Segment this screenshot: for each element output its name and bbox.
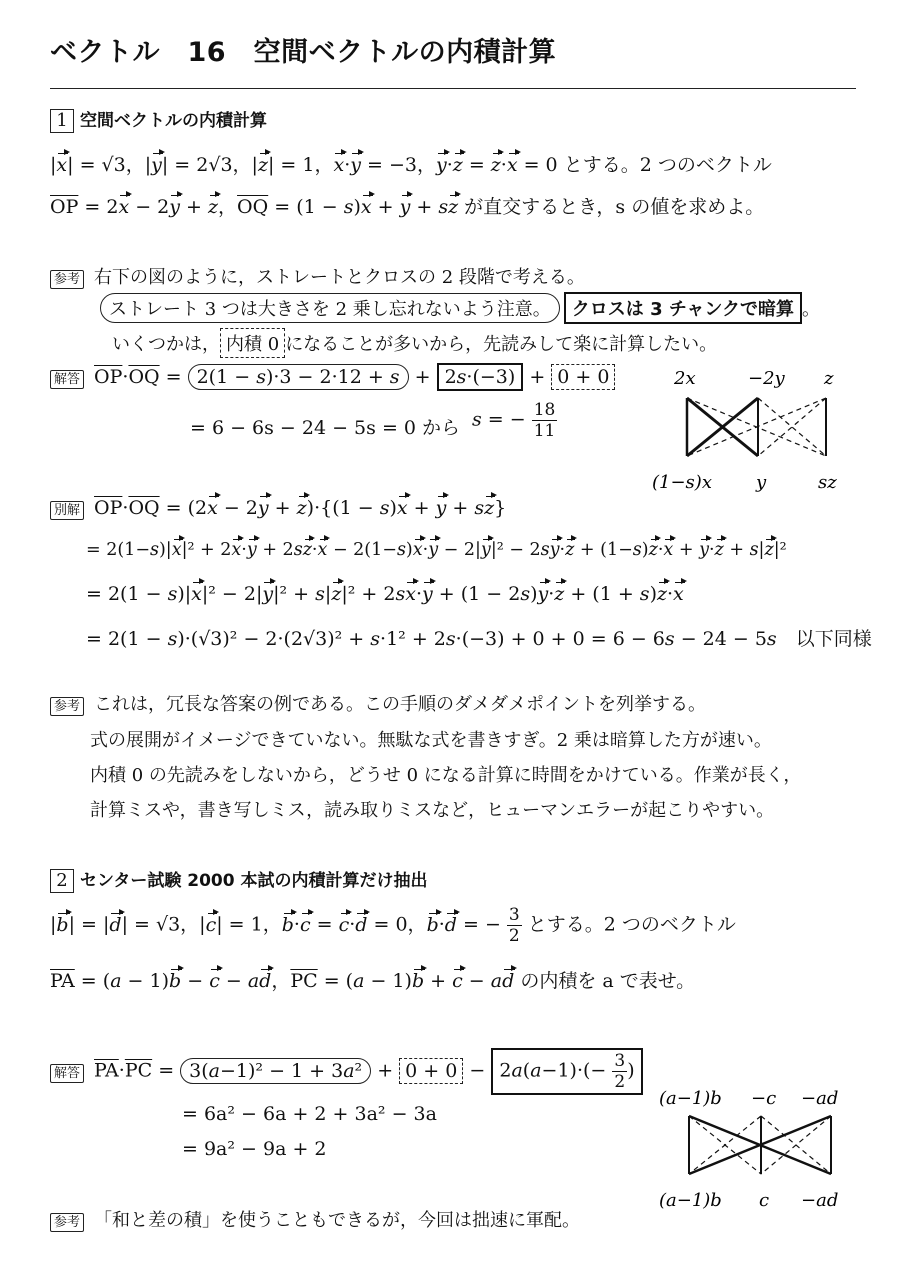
alt-solution-tag: 別解: [50, 501, 84, 520]
svg-text:c: c: [759, 1190, 770, 1211]
problem-1-alt-line3: = 2(1 − s)|x|² − 2|y|² + s|z|² + 2sx·y + (1 − 2s)y·z + (1 + s)z·x: [86, 583, 684, 605]
problem-2-title: センター試験 2000 本試の内積計算だけ抽出: [80, 871, 428, 891]
svg-text:(1−s)x: (1−s)x: [652, 472, 712, 493]
problem-1-ref2-line4: 計算ミスや，書き写しミス，読み取りミスなど，ヒューマンエラーが起こりやすい。: [90, 800, 775, 821]
problem-1-condition-line2: $\overline{OP} = 2x - 2y + z$，$\overline{OQ} = (1 - s)x + y$ + sz が直交するとき，s の値を求めよ。: [50, 196, 765, 218]
note-text: 右下の図のように，ストレートとクロスの 2 段階で考える。: [94, 267, 585, 288]
problem-1-ref2-line3: 内積 0 の先読みをしないから，どうせ 0 になる計算に時間をかけている。作業が長く，: [90, 765, 802, 786]
problem-1-condition-line1: |x| = √3，|y| = 2√3，|z| = 1，x·y = −3，y·z = z·x = 0 とする。2 つのベクトル: [50, 154, 772, 176]
problem-1-alt-line1: 別解 $\overline{OP}\cdot\overline{OQ} = (2x - 2y + z)\cdot\{(1 - s)x + y + sz\}$: [50, 497, 506, 520]
solution-tag: 解答: [50, 370, 84, 389]
problem-2-solution-line3: = 9a² − 9a + 2: [182, 1138, 327, 1160]
svg-text:z: z: [824, 368, 834, 389]
problem-1-ref2-line2: 式の展開がイメージできていない。無駄な式を書きすぎ。2 乗は暗算した方が速い。: [90, 730, 772, 751]
problem-1-cross-diagram: [640, 360, 860, 500]
problem-2-heading: [50, 866, 427, 893]
ref2-tag: 参考: [50, 697, 84, 716]
svg-text:−c: −c: [751, 1088, 777, 1109]
solution2-tag: 解答: [50, 1064, 84, 1083]
svg-text:(a−1)b: (a−1)b: [659, 1190, 722, 1211]
svg-text:2x: 2x: [674, 368, 696, 389]
problem-2-cross-diagram: [655, 1080, 855, 1215]
svg-text:sz: sz: [818, 472, 837, 493]
ref3-tag: 参考: [50, 1213, 84, 1232]
problem-1-solution-line2: = 6 − 6s − 24 − 5s = 0 から: [190, 417, 461, 439]
svg-text:−ad: −ad: [801, 1088, 839, 1109]
problem-1-alt-line2: = 2(1−s)|x|² + 2x·y + 2sz·x − 2(1−s)x·y − 2|y|² − 2sy·z + (1−s)z·x + y·z + s|z|²: [86, 540, 787, 560]
cross-note-box: クロスは 3 チャンクで暗算: [564, 292, 802, 324]
svg-text:y: y: [756, 472, 767, 493]
problem-1-alt-line4: = 2(1 − s)·(√3)² − 2·(2√3)² + s·1² + 2s·(−3) + 0 + 0 = 6 − 6s − 24 − 5s 以下同様: [86, 628, 872, 650]
svg-text:−ad: −ad: [801, 1190, 839, 1211]
problem-2-solution-line1: 解答 $\overline{PA}\cdot\overline{PC} = 3(a-1)^2 - 1 + 3a^2 + 0 + 0 - 2a(a-1)\cdot(-$ $\frac{3}{2}$ ): [50, 1048, 643, 1095]
problem-2-condition-line2: $\overline{PA} = (a - 1)b - c$ − ad，$\overline{PC} = (a - 1)b + c$ − ad の内積を a で表せ。: [50, 970, 696, 992]
problem-2-solution-line2: = 6a² − 6a + 2 + 3a² − 3a: [182, 1103, 437, 1125]
problem-1-condition-tail: とする。2 つのベクトル: [563, 154, 772, 176]
svg-text:−2y: −2y: [748, 368, 785, 389]
problem-1-question: が直交するとき，s の値を求めよ。: [464, 196, 765, 218]
problem-1-title: 空間ベクトルの内積計算: [80, 111, 267, 131]
problem-1-heading: [50, 106, 267, 133]
straight-note-pill: ストレート 3 つは大きさを 2 乗し忘れないよう注意。: [100, 293, 560, 323]
problem-1-note-line2: [100, 292, 820, 324]
problem-1-note-line3: いくつかは， 内積 0 になることが多いから，先読みして楽に計算したい。: [112, 328, 717, 358]
problem-2-ref-line: 参考 「和と差の積」を使うこともできるが，今回は拙速に軍配。: [50, 1206, 580, 1232]
problem-1-note-line1: [50, 263, 585, 289]
problem-1-ref2-line1: 参考 これは，冗長な答案の例である。この手順のダメダメポイントを列挙する。: [50, 690, 706, 716]
note-tag: 参考: [50, 270, 84, 289]
problem-1-answer: s = − $\frac{18}{11}$: [472, 400, 556, 441]
problem-2-condition-line1: |b| = |d| = √3，|c| = 1，b·c = c·d = 0，b·d = − $\frac{3}{2}$ とする。2 つのベクトル: [50, 905, 736, 946]
zero-product-dashed: 内積 0: [220, 328, 285, 358]
title-divider: [50, 88, 856, 89]
svg-text:(a−1)b: (a−1)b: [659, 1088, 722, 1109]
problem-1-number: 1: [50, 109, 74, 133]
problem-2-number: 2: [50, 869, 74, 893]
problem-1-solution-line1: 解答 $\overline{OP}\cdot\overline{OQ} = 2(1 - s)\cdot 3 - 2\cdot 12 + s + 2s\cdot(-3) + 0 + 0$: [50, 363, 615, 391]
page-title: ベクトル 16 空間ベクトルの内積計算: [50, 37, 557, 68]
note-period: 。: [801, 299, 820, 320]
